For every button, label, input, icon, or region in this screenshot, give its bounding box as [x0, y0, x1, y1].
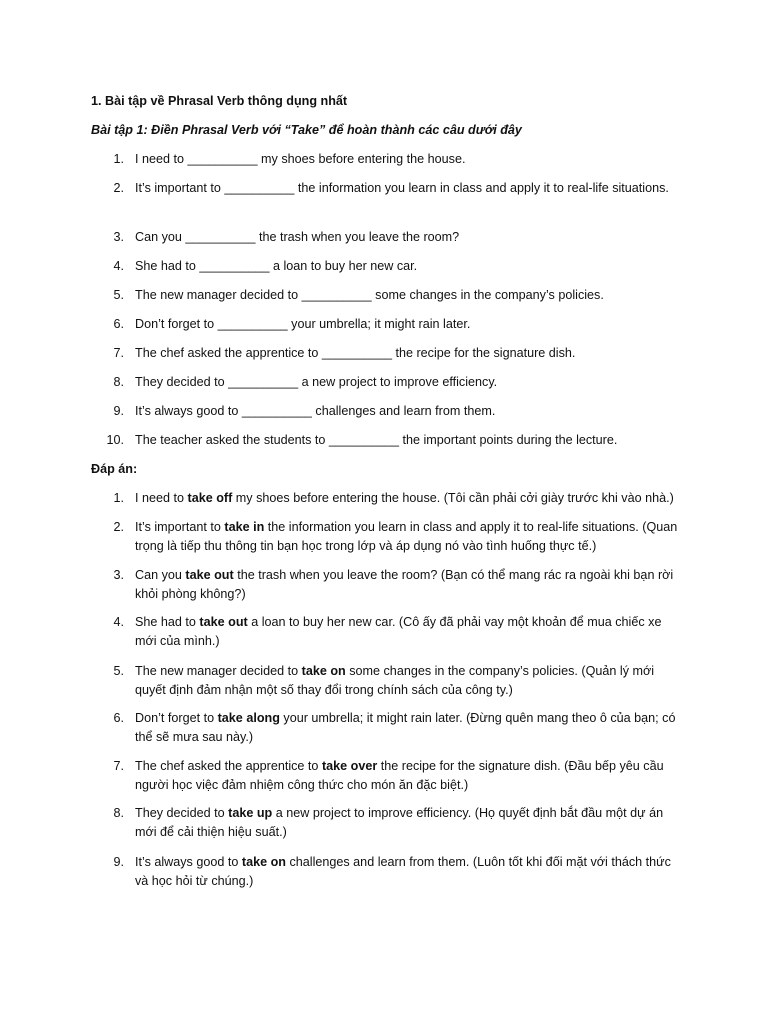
question-text: It’s important to __________ the information you learn in class and apply it to real-life situations. — [135, 181, 669, 195]
exercise-title: Bài tập 1: Điền Phrasal Verb với “Take” để hoàn thành các câu dưới đây — [91, 123, 522, 137]
answer-text-after: the recipe for the signature dish. (Đầu bếp yêu cầu người học việc đảm nhiệm công thức cho món ăn đặc biệt.) — [135, 759, 664, 792]
question-number: 8. — [113, 375, 124, 389]
question-text: I need to __________ my shoes before entering the house. — [135, 152, 466, 166]
answer-number: 9. — [113, 855, 124, 869]
answer-text-after: the trash when you leave the room? (Bạn có thể mang rác ra ngoài khi bạn rời khỏi phòng không?) — [135, 568, 674, 601]
section-heading: 1. Bài tập về Phrasal Verb thông dụng nhất — [91, 94, 348, 108]
answer-text-after: my shoes before entering the house. (Tôi cần phải cởi giày trước khi vào nhà.) — [232, 491, 674, 505]
answer-text — [135, 518, 680, 556]
answer-text-after: the information you learn in class and apply it to real-life situations. (Quan trọng là tiếp thu thông tin bạn học trong lớp và áp dụng nó vào tình huống thực tế.) — [135, 520, 678, 553]
answer-verb: take in — [224, 520, 265, 534]
answer-text-before: The new manager decided to — [135, 664, 302, 678]
answers-heading: Đáp án: — [91, 462, 138, 476]
answer-verb: take up — [228, 806, 273, 820]
answer-text — [135, 804, 680, 842]
question-text: They decided to __________ a new project to improve efficiency. — [135, 375, 498, 389]
answer-number: 2. — [113, 520, 124, 534]
answer-text — [135, 662, 680, 700]
answer-text-before: Can you — [135, 568, 186, 582]
answer-text-after: a new project to improve efficiency. (Họ quyết định bắt đầu một dự án mới để cải thiện hiệu suất.) — [135, 806, 664, 839]
question-number: 7. — [113, 346, 124, 360]
answer-number: 8. — [113, 806, 124, 820]
answer-verb: take over — [321, 759, 378, 773]
question-text: The chef asked the apprentice to __________ the recipe for the signature dish. — [135, 346, 576, 360]
answer-verb: take out — [199, 615, 248, 629]
answer-text-after: challenges and learn from them. (Luôn tốt khi đối mặt với thách thức và học hỏi từ chúng.) — [135, 855, 671, 888]
answer-text — [135, 613, 680, 651]
answer-number: 6. — [113, 711, 124, 725]
question-number: 4. — [113, 259, 124, 273]
answer-text-after: a loan to buy her new car. (Cô ấy đã phải vay một khoản để mua chiếc xe mới của mình.) — [135, 615, 662, 648]
question-text: The new manager decided to __________ some changes in the company’s policies. — [135, 288, 604, 302]
question-number: 3. — [113, 230, 124, 244]
answer-verb: take off — [187, 491, 233, 505]
question-text: Don’t forget to __________ your umbrella; it might rain later. — [135, 317, 471, 331]
answer-text — [135, 709, 680, 747]
question-text: The teacher asked the students to __________ the important points during the lecture. — [135, 433, 618, 447]
answer-text — [135, 489, 680, 508]
answer-number: 5. — [113, 664, 124, 678]
answer-text — [135, 853, 680, 891]
answer-number: 4. — [113, 615, 124, 629]
answer-number: 3. — [113, 568, 124, 582]
question-number: 6. — [113, 317, 124, 331]
question-number: 1. — [113, 152, 124, 166]
question-number: 9. — [113, 404, 124, 418]
question-text: She had to __________ a loan to buy her new car. — [135, 259, 418, 273]
answer-text-before: She had to — [135, 615, 200, 629]
answer-text — [135, 757, 680, 795]
answer-verb: take on — [241, 855, 286, 869]
question-text: It’s always good to __________ challenges and learn from them. — [135, 404, 496, 418]
answer-verb: take on — [301, 664, 346, 678]
answer-number: 7. — [113, 759, 124, 773]
answer-number: 1. — [113, 491, 124, 505]
answer-text-before: They decided to — [135, 806, 229, 820]
answer-verb: take out — [185, 568, 234, 582]
answer-text-before: Don’t forget to — [135, 711, 218, 725]
answer-text-after: your umbrella; it might rain later. (Đừng quên mang theo ô của bạn; có thể sẽ mưa sau này.) — [135, 711, 676, 744]
answer-text-before: The chef asked the apprentice to — [135, 759, 322, 773]
answer-text-after: some changes in the company’s policies. (Quản lý mới quyết định đảm nhận một số thay đổi trong chính sách của công ty.) — [135, 664, 655, 697]
question-number: 10. — [106, 433, 124, 447]
answer-text-before: It’s always good to — [135, 855, 242, 869]
question-number: 2. — [113, 181, 124, 195]
answer-text — [135, 566, 680, 604]
question-text: Can you __________ the trash when you leave the room? — [135, 230, 460, 244]
answer-text-before: It’s important to — [135, 520, 225, 534]
answer-verb: take along — [217, 711, 280, 725]
question-number: 5. — [113, 288, 124, 302]
answer-text-before: I need to — [135, 491, 188, 505]
